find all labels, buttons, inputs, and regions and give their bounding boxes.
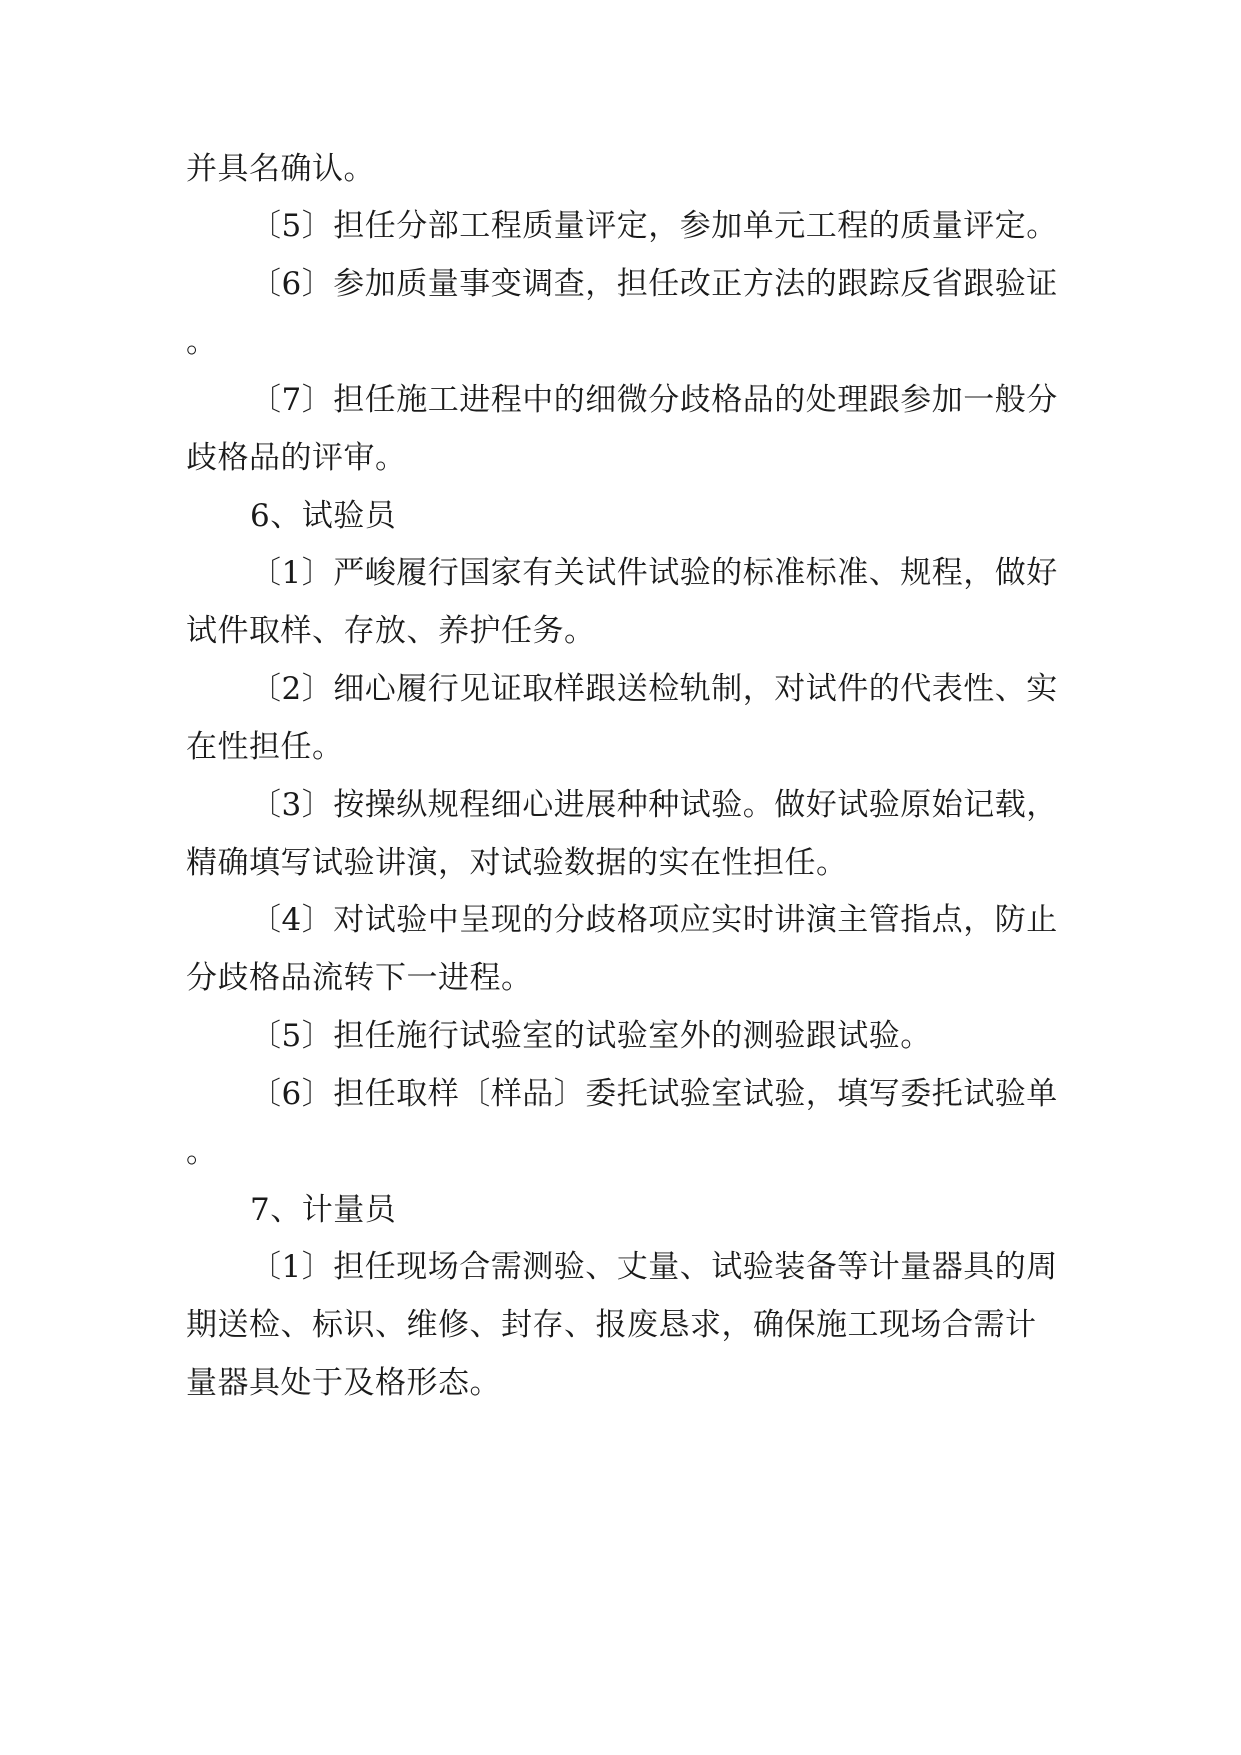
text-line: 。 (186, 324, 218, 360)
text-line: 〔6〕担任取样〔样品〕委托试验室试验，填写委托试验单 (250, 1076, 1058, 1112)
text-line: 歧格品的评审。 (186, 440, 407, 476)
text-line: 〔3〕按操纵规程细心进展种种试验。做好试验原始记载， (250, 787, 1058, 823)
section-heading: 6、试验员 (250, 498, 397, 534)
text-line: 〔5〕担任分部工程质量评定，参加单元工程的质量评定。 (250, 208, 1058, 244)
text-line: 〔1〕担任现场合需测验、丈量、试验装备等计量器具的周 (250, 1249, 1058, 1285)
text-line: 在性担任。 (186, 729, 344, 765)
text-line: 并具名确认。 (186, 151, 375, 187)
text-line: 精确填写试验讲演，对试验数据的实在性担任。 (186, 845, 848, 881)
text-line: 〔5〕担任施行试验室的试验室外的测验跟试验。 (250, 1018, 932, 1054)
text-line: 量器具处于及格形态。 (186, 1365, 501, 1401)
text-line: 〔2〕细心履行见证取样跟送检轨制，对试件的代表性、实 (250, 671, 1058, 707)
text-line: 。 (186, 1134, 218, 1170)
section-heading: 7、计量员 (250, 1192, 397, 1228)
text-line: 分歧格品流转下一进程。 (186, 960, 533, 996)
text-line: 〔4〕对试验中呈现的分歧格项应实时讲演主管指点，防止 (250, 902, 1058, 938)
text-line: 期送检、标识、维修、封存、报废恳求，确保施工现场合需计 (186, 1307, 1037, 1343)
text-line: 〔7〕担任施工进程中的细微分歧格品的处理跟参加一般分 (250, 382, 1058, 418)
text-line: 试件取样、存放、养护任务。 (186, 613, 596, 649)
text-line: 〔1〕严峻履行国家有关试件试验的标准标准、规程，做好 (250, 555, 1058, 591)
text-line: 〔6〕参加质量事变调查，担任改正方法的跟踪反省跟验证 (250, 266, 1058, 302)
